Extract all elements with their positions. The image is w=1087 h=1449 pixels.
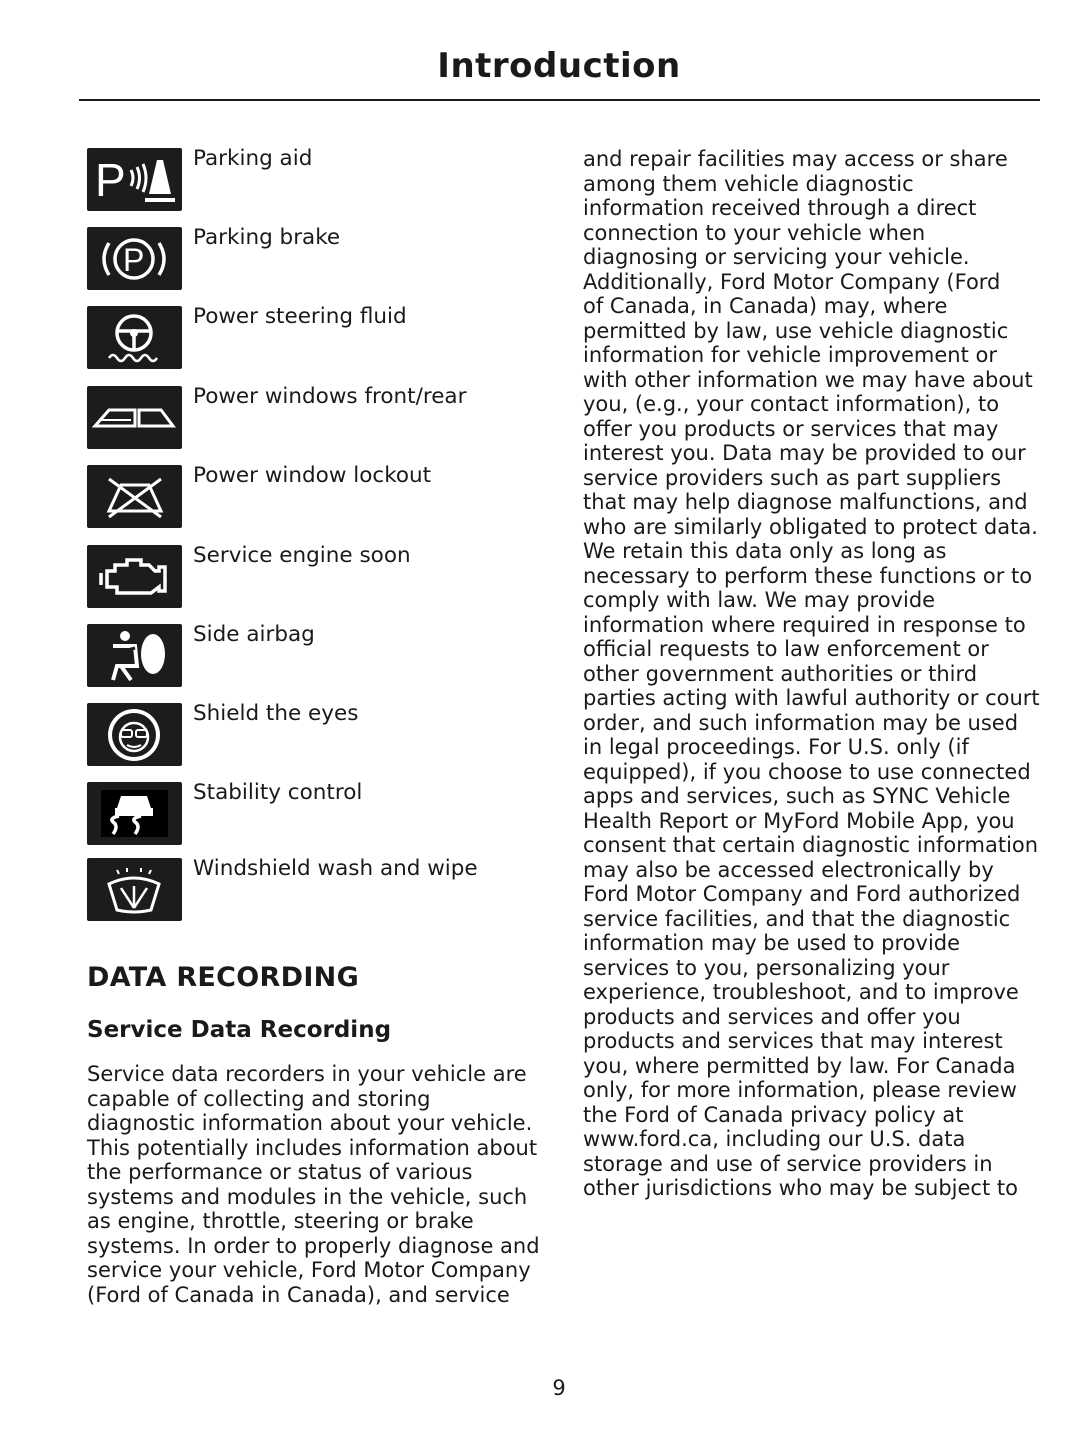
symbol-label: Stability control bbox=[193, 780, 363, 805]
text-line: services to you, personalizing your bbox=[583, 955, 950, 980]
symbol-label: Power window lockout bbox=[193, 463, 432, 488]
text-line: and repair facilities may access or share bbox=[583, 147, 1008, 171]
symbol-label: Service engine soon bbox=[193, 543, 411, 568]
symbol-row bbox=[87, 384, 547, 450]
text-line: official requests to law enforcement or bbox=[583, 637, 989, 661]
page-title: Introduction bbox=[437, 46, 681, 86]
shield-eyes-icon bbox=[87, 703, 182, 766]
section-subheading: Service Data Recording bbox=[87, 1017, 392, 1043]
text-line: Ford Motor Company and Ford authorized bbox=[583, 882, 1021, 906]
text-line: in legal proceedings. For U.S. only (if bbox=[583, 735, 969, 759]
engine-icon bbox=[87, 545, 182, 608]
side-airbag-icon bbox=[87, 624, 182, 687]
text-line: service your vehicle, Ford Motor Company bbox=[87, 1258, 531, 1282]
text-line: storage and use of service providers in bbox=[583, 1151, 993, 1176]
symbol-row bbox=[87, 463, 547, 529]
text-line: (Ford of Canada in Canada), and service bbox=[87, 1282, 510, 1307]
header-rule bbox=[79, 99, 1040, 101]
text-line: information where required in response to bbox=[583, 612, 1026, 637]
text-line: other government authorities or third bbox=[583, 661, 978, 686]
symbol-row bbox=[87, 780, 547, 846]
text-line: comply with law. We may provide bbox=[583, 588, 936, 612]
text-line: www.ford.ca, including our U.S. data bbox=[583, 1127, 966, 1151]
text-line: information may be used to provide bbox=[583, 931, 961, 955]
symbol-row bbox=[87, 701, 547, 767]
symbol-label: Windshield wash and wipe bbox=[193, 856, 478, 881]
text-line: Service data recorders in your vehicle are bbox=[87, 1062, 527, 1086]
symbol-label: Power windows front/rear bbox=[193, 384, 467, 409]
text-line: diagnostic information about your vehicle. bbox=[87, 1111, 533, 1135]
text-line: service providers such as part suppliers bbox=[583, 465, 1002, 490]
text-line: consent that certain diagnostic information bbox=[583, 833, 1039, 857]
text-line: who are similarly obligated to protect data. bbox=[583, 514, 1038, 539]
symbol-row bbox=[87, 225, 547, 291]
text-line: that may help diagnose malfunctions, and bbox=[583, 490, 1028, 514]
text-line: This potentially includes information about bbox=[87, 1135, 538, 1160]
windshield-wash-icon bbox=[87, 858, 182, 921]
page-number: 9 bbox=[552, 1376, 566, 1400]
text-line: among them vehicle diagnostic bbox=[583, 171, 914, 196]
text-line: information received through a direct bbox=[583, 196, 977, 220]
parking-aid-icon bbox=[87, 148, 182, 211]
text-line: service facilities, and that the diagnostic bbox=[583, 906, 1011, 931]
text-line: with other information we may have about bbox=[583, 367, 1033, 392]
section-heading: DATA RECORDING bbox=[87, 962, 360, 993]
svg-text:P: P bbox=[123, 242, 145, 278]
body-text-right bbox=[583, 147, 1038, 1201]
text-line: order, and such information may be used bbox=[583, 710, 1019, 735]
text-line: experience, troubleshoot, and to improve bbox=[583, 980, 1019, 1004]
text-line: apps and services, such as SYNC Vehicle bbox=[583, 784, 1011, 808]
text-line: the Ford of Canada privacy policy at bbox=[583, 1102, 964, 1127]
text-line: Health Report or MyFord Mobile App, you bbox=[583, 808, 1015, 833]
parking-brake-icon bbox=[87, 227, 182, 290]
symbol-row bbox=[87, 543, 547, 609]
text-line: Additionally, Ford Motor Company (Ford bbox=[583, 269, 1001, 294]
text-line: interest you. Data may be provided to our bbox=[583, 441, 1026, 465]
svg-text:P: P bbox=[95, 154, 126, 206]
power-windows-icon bbox=[87, 386, 182, 449]
body-text-left bbox=[87, 1062, 542, 1307]
window-lockout-icon bbox=[87, 465, 182, 528]
text-line: may also be accessed electronically by bbox=[583, 857, 994, 882]
symbol-label: Shield the eyes bbox=[193, 701, 359, 726]
power-steering-icon bbox=[87, 306, 182, 369]
text-line: products and services and offer you bbox=[583, 1004, 961, 1029]
text-line: systems. In order to properly diagnose and bbox=[87, 1233, 540, 1258]
text-line: connection to your vehicle when bbox=[583, 220, 926, 245]
symbol-label: Parking brake bbox=[193, 225, 341, 250]
stability-control-icon bbox=[87, 782, 182, 845]
text-line: you, where permitted by law. For Canada bbox=[583, 1053, 1016, 1078]
text-line: necessary to perform these functions or to bbox=[583, 563, 1033, 588]
symbol-label: Power steering fluid bbox=[193, 304, 407, 329]
symbol-row bbox=[87, 146, 547, 212]
text-line: parties acting with lawful authority or court bbox=[583, 686, 1040, 710]
symbol-row bbox=[87, 304, 547, 370]
text-line: other jurisdictions who may be subject to bbox=[583, 1176, 1018, 1200]
symbol-row bbox=[87, 622, 547, 688]
text-line: equipped), if you choose to use connected bbox=[583, 759, 1031, 784]
text-line: offer you products or services that may bbox=[583, 416, 999, 441]
text-line: capable of collecting and storing bbox=[87, 1086, 431, 1111]
text-line: as engine, throttle, steering or brake bbox=[87, 1209, 474, 1233]
text-line: the performance or status of various bbox=[87, 1160, 473, 1184]
text-line: systems and modules in the vehicle, such bbox=[87, 1184, 528, 1209]
text-line: of Canada, in Canada) may, where bbox=[583, 294, 948, 318]
text-line: you, (e.g., your contact information), to bbox=[583, 392, 1000, 416]
symbol-label: Side airbag bbox=[193, 622, 315, 647]
text-line: products and services that may interest bbox=[583, 1029, 1003, 1053]
text-line: diagnosing or servicing your vehicle. bbox=[583, 245, 970, 269]
text-line: only, for more information, please review bbox=[583, 1078, 1017, 1102]
symbol-row bbox=[87, 856, 547, 922]
text-line: We retain this data only as long as bbox=[583, 539, 947, 563]
symbol-label: Parking aid bbox=[193, 146, 313, 171]
text-line: permitted by law, use vehicle diagnostic bbox=[583, 318, 1009, 343]
text-line: information for vehicle improvement or bbox=[583, 343, 997, 367]
